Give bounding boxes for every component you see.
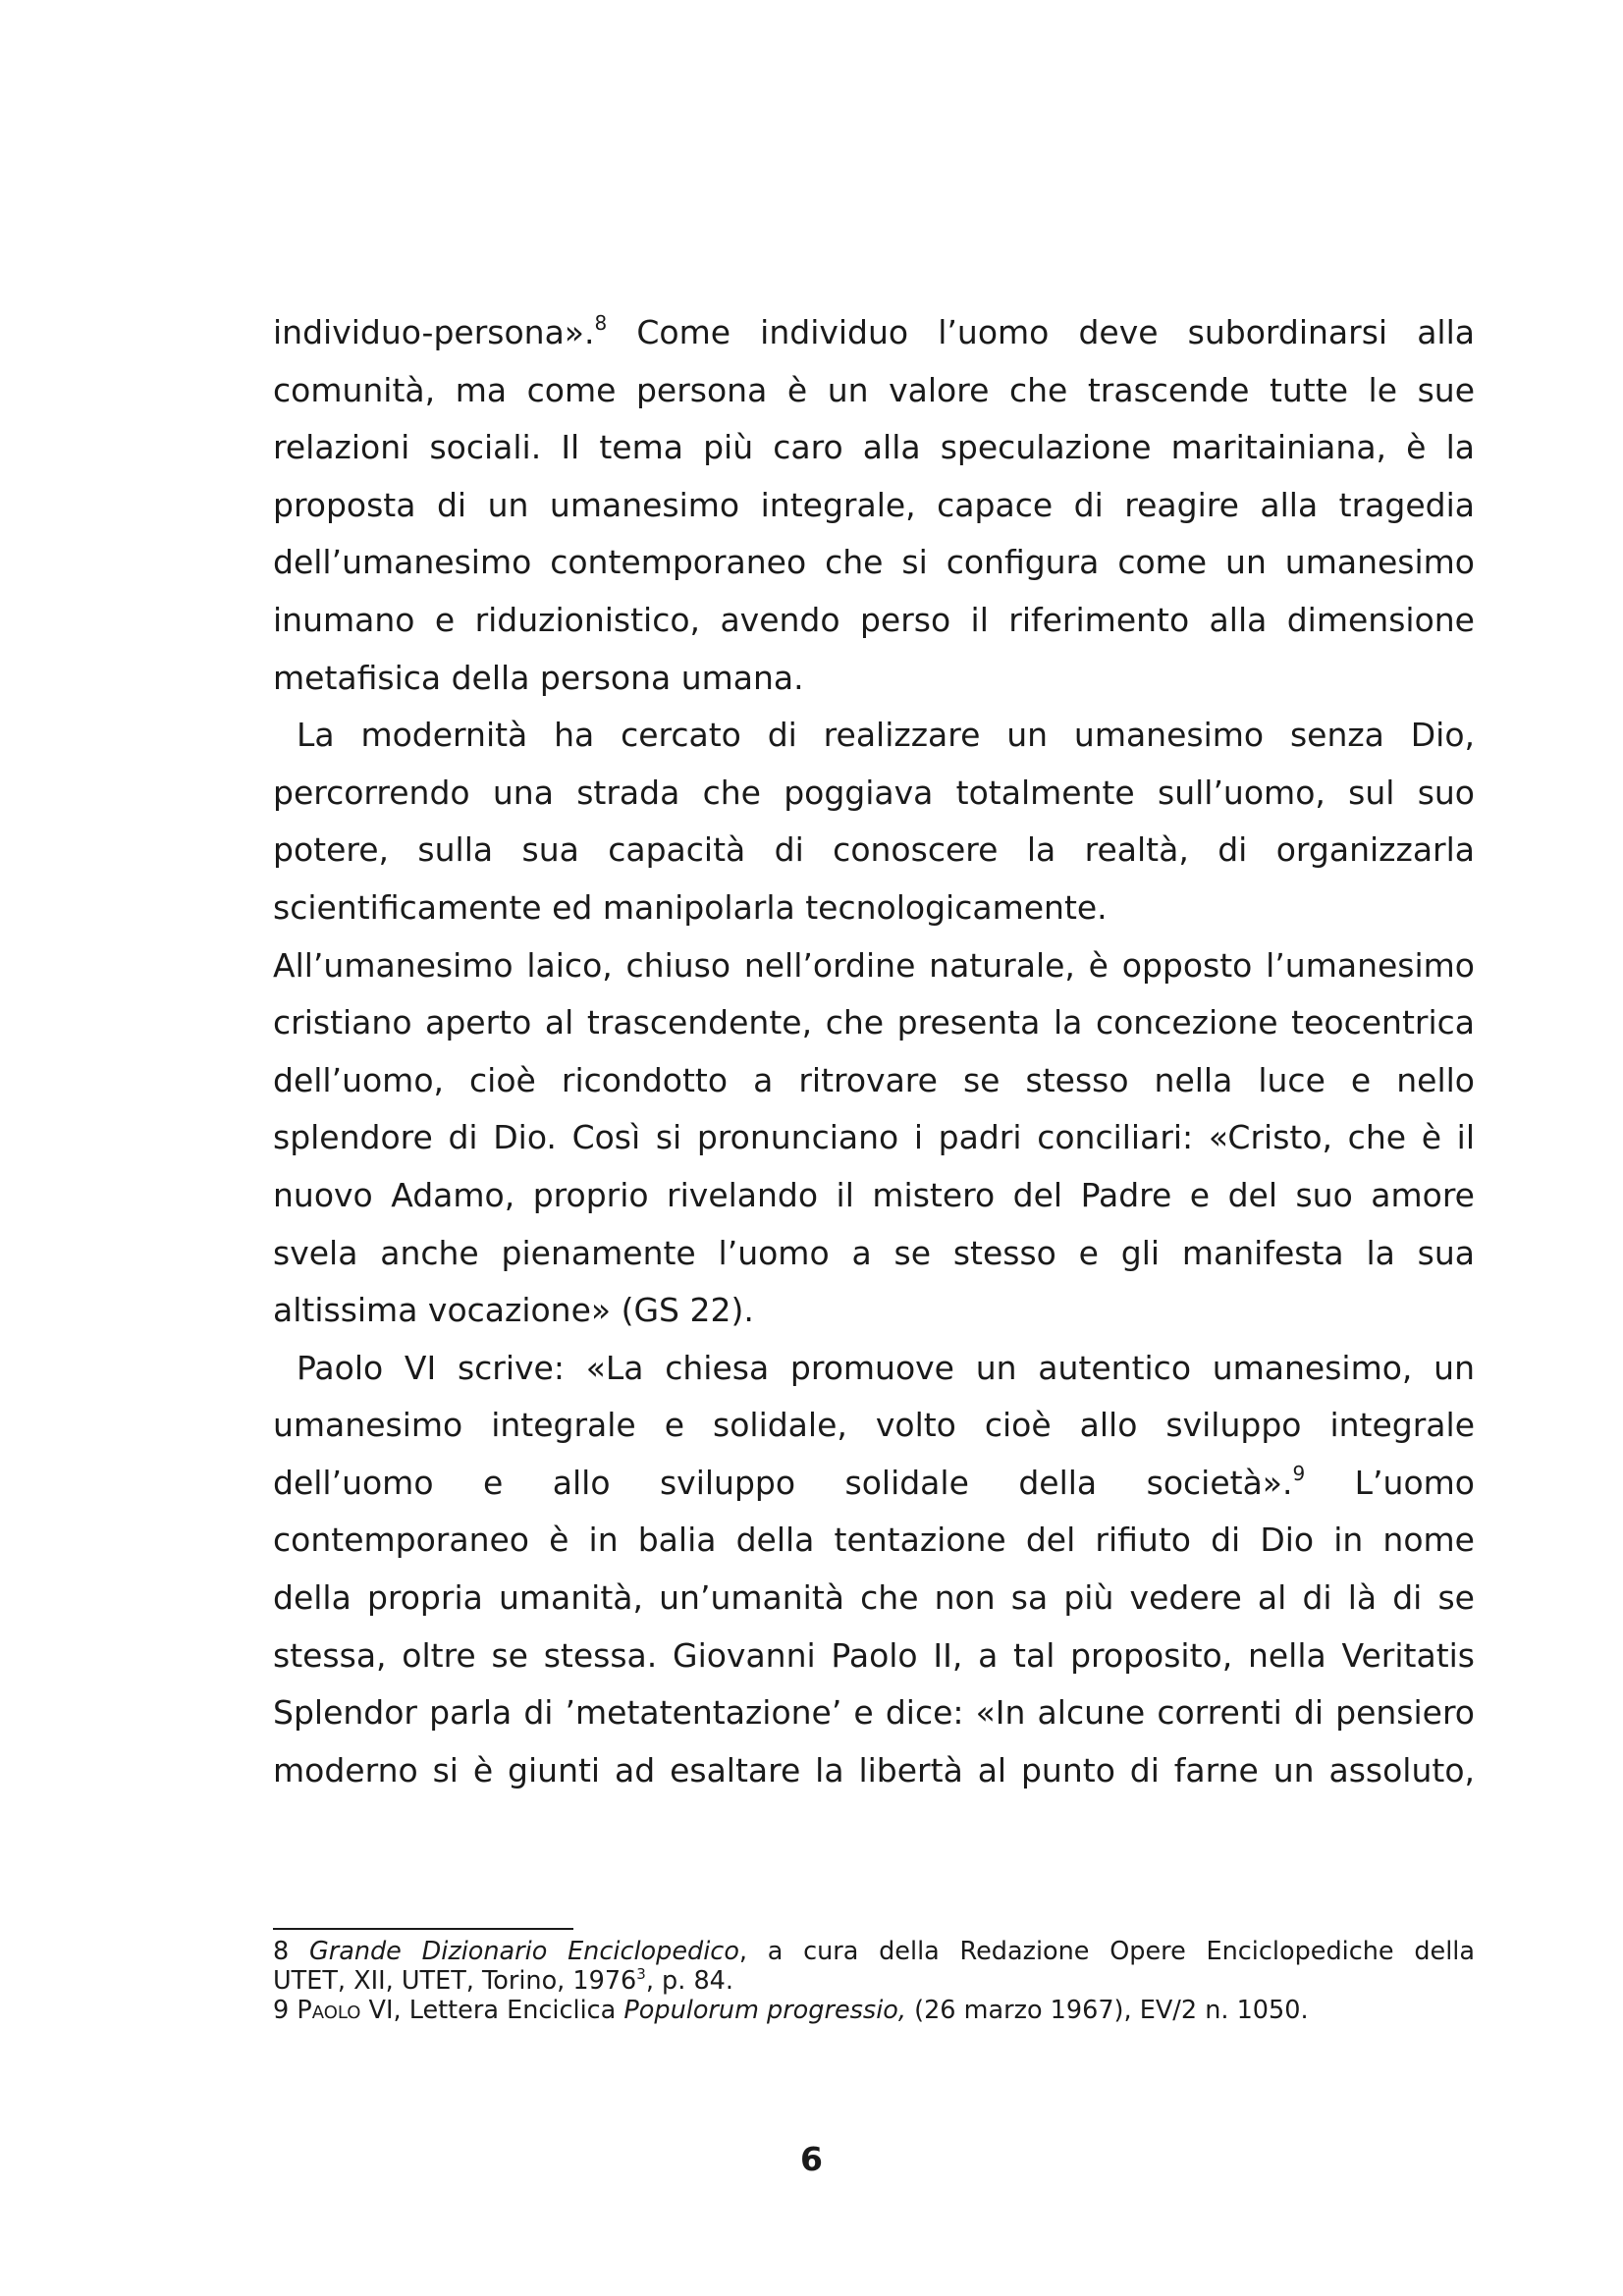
text-line: nuovo Adamo, proprio rivelando il mistero del Padre e del suo amore bbox=[273, 1175, 1475, 1214]
text-line: dell’umanesimo contemporaneo che si configura come un umanesimo bbox=[273, 543, 1475, 582]
footnotes bbox=[273, 1937, 1475, 2025]
footnote-9: 9 Paolo VI, Lettera Enciclica Populorum progressio, (26 marzo 1967), EV/2 n. 1050. bbox=[273, 1996, 1309, 2025]
text-line: metafisica della persona umana. bbox=[273, 658, 804, 697]
text-line: dell’uomo, cioè ricondotto a ritrovare se stesso nella luce e nello bbox=[273, 1060, 1475, 1099]
footnote-separator bbox=[273, 1928, 573, 1930]
footnote-title: Populorum progressio, bbox=[623, 1996, 907, 2025]
footnote-ref: 8 bbox=[594, 311, 608, 335]
text-line: della propria umanità, un’umanità che non sa più vedere al di là di se bbox=[273, 1578, 1475, 1618]
text-line: percorrendo una strada che poggiava totalmente sull’uomo, sul suo bbox=[273, 773, 1475, 812]
footnote-title: Grande Dizionario Enciclopedico bbox=[308, 1937, 739, 1966]
text-line: cristiano aperto al trascendente, che presenta la concezione teocentrica bbox=[273, 1003, 1475, 1042]
text-line: Splendor parla di ’metatentazione’ e dice: «In alcune correnti di pensiero bbox=[273, 1693, 1475, 1733]
footnote-8-cont: UTET, XII, UTET, Torino, 1976$^3$, p. 84. bbox=[273, 1965, 734, 1996]
text-line: La modernità ha cercato di realizzare un umanesimo senza Dio, bbox=[297, 716, 1475, 755]
page-number: 6 bbox=[800, 2140, 823, 2178]
text-line: Paolo VI scrive: «La chiesa promuove un autentico umanesimo, un bbox=[297, 1348, 1475, 1387]
text-line: comunità, ma come persona è un valore che trascende tutte le sue bbox=[273, 370, 1475, 409]
text-line: proposta di un umanesimo integrale, capace di reagire alla tragedia bbox=[273, 485, 1475, 524]
text-line: individuo-persona».$^8$ Come individuo l’uomo deve subordinarsi alla bbox=[273, 311, 1475, 351]
body-text bbox=[273, 304, 1475, 1799]
text-line: potere, sulla sua capacità di conoscere la realtà, di organizzarla bbox=[273, 830, 1475, 870]
text-line: scientificamente ed manipolarla tecnologicamente. bbox=[273, 887, 1108, 927]
footnote-ref: 9 bbox=[1292, 1461, 1306, 1485]
text-line: moderno si è giunti ad esaltare la libertà al punto di farne un assoluto, bbox=[273, 1750, 1475, 1789]
text-line: altissima vocazione» (GS 22). bbox=[273, 1291, 754, 1330]
text-line: umanesimo integrale e solidale, volto cioè allo sviluppo integrale bbox=[273, 1406, 1475, 1445]
text-line: relazioni sociali. Il tema più caro alla speculazione maritainiana, è la bbox=[273, 428, 1475, 467]
text-line: All’umanesimo laico, chiuso nell’ordine naturale, è opposto l’umanesimo bbox=[273, 945, 1475, 985]
text-line: stessa, oltre se stessa. Giovanni Paolo II, a tal proposito, nella Veritatis bbox=[273, 1635, 1475, 1675]
footnote-8: 8 Grande Dizionario Enciclopedico, a cura della Redazione Opere Enciclopediche della bbox=[273, 1937, 1475, 1966]
text-line: svela anche pienamente l’uomo a se stesso e gli manifesta la sua bbox=[273, 1233, 1475, 1272]
text-line: contemporaneo è in balia della tentazione del rifiuto di Dio in nome bbox=[273, 1521, 1475, 1560]
footnote-author: Paolo bbox=[297, 1996, 361, 2025]
text-line: dell’uomo e allo sviluppo solidale della società».$^9$ L’uomo bbox=[273, 1461, 1475, 1502]
text-line: splendore di Dio. Così si pronunciano i padri conciliari: «Cristo, che è il bbox=[273, 1118, 1475, 1157]
text-line: inumano e riduzionistico, avendo perso il riferimento alla dimensione bbox=[273, 600, 1475, 639]
